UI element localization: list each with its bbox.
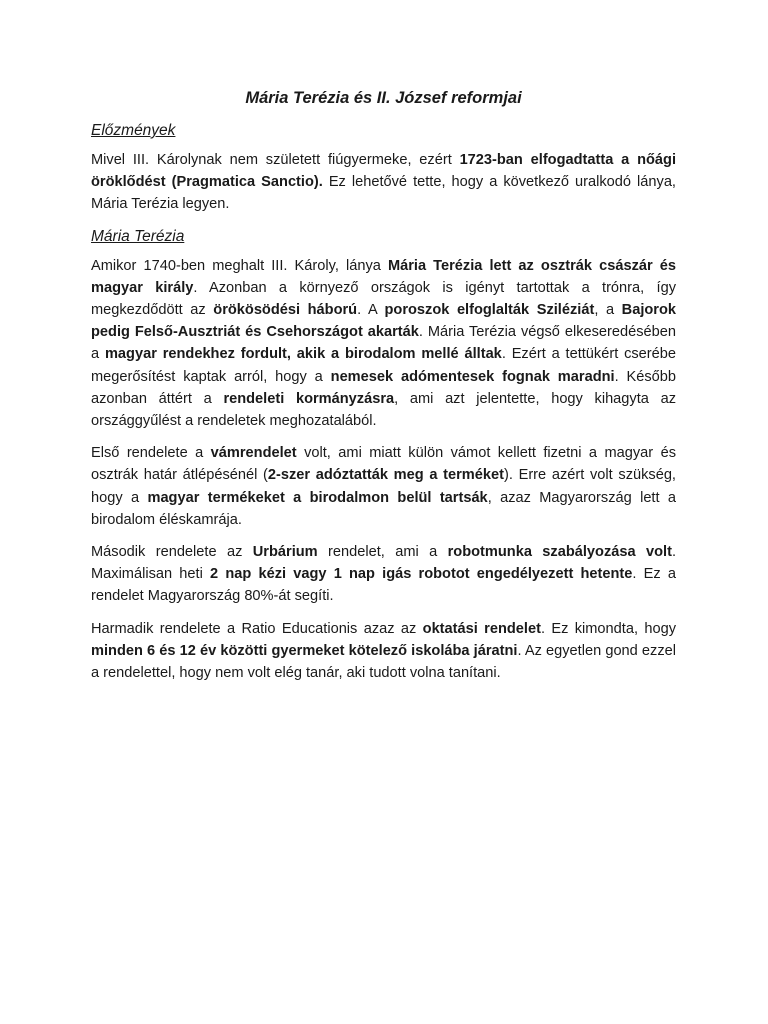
bold-text-run: 2-szer adóztatták meg a terméket	[267, 467, 504, 484]
bold-text-run: minden 6 és 12 év közötti gyermeket kötelező iskolába járatni	[91, 642, 518, 659]
text-run: Harmadik rendelete a Ratio Educationis azaz az	[91, 620, 423, 637]
text-run: rendelet, ami a	[317, 544, 448, 561]
paragraph-ratio-educationis	[91, 618, 676, 685]
bold-text-run: rendeleti kormányzásra	[223, 390, 395, 407]
text-run: volt, ami miatt külön vámot kellett fizetni a magyar és osztrák határ átlépésénél (	[91, 445, 676, 484]
text-run: , ami azt jelentette, hogy kihagyta az országgyűlést a rendeletek meghozatalából.	[91, 390, 676, 430]
section-heading-maria-terezia: Mária Terézia	[91, 227, 185, 245]
text-run: , azaz Magyarország lett a birodalom éléskamrája.	[91, 489, 677, 528]
text-run: Mivel III. Károlynak nem született fiúgyermeke, ezért	[91, 152, 460, 168]
bold-text-run: nemesek adómentesek fognak maradni	[330, 368, 615, 385]
text-run: . Az egyetlen gond ezzel a rendelettel, hogy nem volt elég tanár, aki tudott volna tanítani.	[91, 642, 676, 682]
bold-text-run: vámrendelet	[210, 445, 297, 462]
text-run: . Mária Terézia végső elkeseredésében a	[91, 324, 676, 363]
bold-text-run: robotmunka szabályozása volt	[447, 544, 672, 561]
text-run: . Maximálisan heti	[91, 544, 676, 583]
text-run: ). Erre azért volt szükség, hogy a	[91, 467, 676, 506]
text-run: Amikor 1740-ben meghalt III. Károly, lánya	[91, 257, 388, 274]
text-run: Első rendelete a	[91, 445, 211, 462]
text-run: . A	[357, 302, 385, 319]
text-run: . Azonban a környező országok is igényt tartottak a trónra, így megkezdődött az	[91, 279, 676, 319]
bold-text-run: poroszok elfoglalták Sziléziát	[384, 302, 595, 319]
text-run: , a	[594, 302, 622, 319]
text-run: . Ez kimondta, hogy	[540, 620, 676, 637]
bold-text-run: 1723-ban elfogadtatta a nőági öröklődést (Pragmatica Sanctio).	[91, 152, 676, 191]
paragraph-vamrendelet	[91, 442, 676, 531]
bold-text-run: Bajorok pedig Felső-Ausztriát és Csehországot akarták	[91, 302, 677, 341]
bold-text-run: Urbárium	[252, 544, 318, 561]
text-run: . Később azonban áttért a	[91, 368, 677, 407]
bold-text-run: magyar termékeket a birodalmon belül tartsák	[147, 489, 488, 506]
text-run: . Ez a rendelet Magyarország 80%-át segíti.	[91, 566, 676, 605]
bold-text-run: magyar rendekhez fordult, akik a birodalom mellé álltak	[104, 346, 502, 363]
document-title: Mária Terézia és II. József reformjai	[245, 89, 522, 107]
section-heading-elozmenyek: Előzmények	[91, 122, 176, 139]
bold-text-run: 2 nap kézi vagy 1 nap igás robotot engedélyezett hetente	[210, 566, 633, 583]
text-run: . Ezért a tettükért cserébe megerősítést kaptak arról, hogy a	[91, 346, 677, 385]
paragraph-elozmenyek	[91, 149, 676, 216]
document-page	[91, 86, 676, 694]
paragraph-orokosodesi-haboru	[91, 255, 676, 433]
text-run: Második rendelete az	[91, 544, 253, 561]
bold-text-run: oktatási rendelet	[422, 620, 541, 637]
text-run: Ez lehetővé tette, hogy a következő uralkodó lánya, Mária Terézia legyen.	[91, 174, 676, 213]
bold-text-run: Mária Terézia lett az osztrák császár és magyar király	[91, 257, 676, 296]
paragraph-urbarium	[91, 541, 676, 608]
bold-text-run: örökösödési háború	[213, 302, 358, 319]
